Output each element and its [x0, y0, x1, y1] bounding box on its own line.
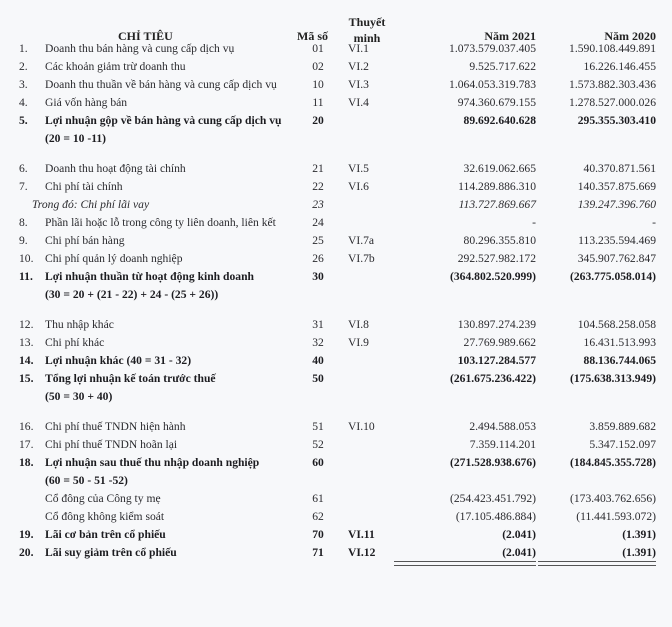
- row-number: 13.: [19, 336, 34, 349]
- row-value-2020: 104.568.258.058: [577, 318, 656, 331]
- row-value-2021: (2.041): [502, 546, 536, 559]
- row-value-2021: (254.423.451.792): [450, 492, 536, 505]
- table-row: [0, 454, 672, 471]
- row-number: 7.: [19, 180, 28, 193]
- row-text: Lợi nhuận thuần từ hoạt động kinh doanh: [45, 270, 254, 283]
- row-label: [19, 94, 127, 111]
- table-row: [0, 178, 672, 195]
- table-row-formula: [0, 130, 672, 147]
- table-row: [0, 526, 672, 543]
- row-label: [19, 250, 183, 267]
- row-label: [19, 334, 104, 351]
- row-code: 10: [312, 78, 324, 91]
- row-value-2021: 9.525.717.622: [469, 60, 536, 73]
- header-note-line1: Thuyết: [348, 15, 386, 29]
- row-code: 22: [312, 180, 324, 193]
- table-row: [0, 196, 672, 213]
- row-code: 62: [312, 510, 324, 523]
- row-label: [19, 454, 259, 471]
- row-code: 32: [312, 336, 324, 349]
- row-value-2020: 1.573.882.303.436: [569, 78, 656, 91]
- row-value-2020: 40.370.871.561: [583, 162, 656, 175]
- row-label: [19, 544, 177, 561]
- row-value-2020: 295.355.303.410: [577, 114, 656, 127]
- table-row: [0, 40, 672, 57]
- row-value-2020: 139.247.396.760: [577, 198, 656, 211]
- row-text: Chi phí thuế TNDN hoãn lại: [45, 438, 178, 451]
- row-value-2021: 1.064.053.319.783: [449, 78, 536, 91]
- row-code: 61: [312, 492, 324, 505]
- header-indicator: CHỈ TIÊU: [118, 29, 173, 43]
- row-note: VI.10: [348, 420, 375, 433]
- double-underline-2020: [538, 561, 656, 566]
- table-row: [0, 58, 672, 75]
- table-row-formula: [0, 388, 672, 405]
- row-label: [45, 490, 161, 507]
- row-text: Trong đó: Chi phí lãi vay: [32, 198, 150, 211]
- row-number: 19.: [19, 528, 34, 541]
- table-row: [0, 436, 672, 453]
- row-number: 10.: [19, 252, 34, 265]
- row-label: [19, 316, 114, 333]
- row-label: [19, 40, 234, 57]
- row-text: Doanh thu bán hàng và cung cấp dịch vụ: [45, 42, 235, 55]
- row-number: 5.: [19, 114, 28, 127]
- row-number: 6.: [19, 162, 28, 175]
- row-code: 01: [312, 42, 324, 55]
- row-value-2021: 27.769.989.662: [463, 336, 536, 349]
- row-code: 71: [312, 546, 324, 559]
- row-value-2020: 1.278.527.000.026: [569, 96, 656, 109]
- row-code: 51: [312, 420, 324, 433]
- row-label: [19, 76, 277, 93]
- table-row-formula: [0, 286, 672, 303]
- header-note-line2: minh: [353, 31, 381, 45]
- row-value-2020: 16.226.146.455: [583, 60, 656, 73]
- table-row: [0, 268, 672, 285]
- row-text: Lợi nhuận khác (40 = 31 - 32): [45, 354, 192, 367]
- header-year-2021: Năm 2021: [484, 29, 536, 43]
- row-label: [32, 196, 149, 213]
- header-year-2020: Năm 2020: [604, 29, 656, 43]
- row-label: [19, 112, 281, 129]
- table-row: [0, 544, 672, 561]
- row-label: [19, 214, 276, 231]
- table-row: [0, 76, 672, 93]
- row-value-2020: 16.431.513.993: [583, 336, 656, 349]
- row-value-2021: (271.528.938.676): [450, 456, 536, 469]
- row-code: 26: [312, 252, 324, 265]
- row-code: 52: [312, 438, 324, 451]
- row-value-2020: (173.403.762.656): [570, 492, 656, 505]
- double-underline-2021: [394, 561, 536, 566]
- row-formula: (30 = 20 + (21 - 22) + 24 - (25 + 26)): [45, 288, 219, 301]
- row-note: VI.2: [348, 60, 369, 73]
- row-value-2021: 974.360.679.155: [457, 96, 536, 109]
- row-value-2020: 3.859.889.682: [589, 420, 656, 433]
- row-value-2021: 89.692.640.628: [463, 114, 536, 127]
- row-code: 21: [312, 162, 324, 175]
- row-text: Chi phí tài chính: [45, 180, 123, 193]
- row-text: Chi phí quản lý doanh nghiệp: [45, 252, 183, 265]
- row-value-2021: 130.897.274.239: [457, 318, 536, 331]
- row-number: 12.: [19, 318, 34, 331]
- row-note: VI.12: [348, 546, 376, 559]
- row-label: [19, 526, 166, 543]
- row-value-2020: 140.357.875.669: [577, 180, 656, 193]
- row-value-2020: (263.775.058.014): [570, 270, 656, 283]
- row-text: Cổ đông không kiểm soát: [45, 510, 165, 523]
- row-value-2021: (364.802.520.999): [450, 270, 536, 283]
- row-code: 20: [312, 114, 324, 127]
- row-value-2020: 1.590.108.449.891: [569, 42, 656, 55]
- row-text: Doanh thu thuần về bán hàng và cung cấp dịch vụ: [45, 78, 277, 91]
- row-note: VI.11: [348, 528, 375, 541]
- row-value-2020: (1.391): [622, 528, 656, 541]
- row-code: 60: [312, 456, 324, 469]
- row-code: 25: [312, 234, 324, 247]
- row-label: [19, 436, 177, 453]
- row-value-2021: 103.127.284.577: [457, 354, 536, 367]
- row-value-2020: 345.907.762.847: [577, 252, 656, 265]
- table-row: [0, 418, 672, 435]
- row-code: 11: [312, 96, 324, 109]
- row-number: 11.: [19, 270, 33, 283]
- row-value-2021: 113.727.869.667: [458, 198, 536, 211]
- row-text: Tổng lợi nhuận kế toán trước thuế: [45, 372, 216, 385]
- table-row: [0, 250, 672, 267]
- row-number: 1.: [19, 42, 28, 55]
- row-value-2021: (2.041): [502, 528, 536, 541]
- row-code: 31: [312, 318, 324, 331]
- row-value-2021: (17.105.486.884): [455, 510, 536, 523]
- row-text: Phần lãi hoặc lỗ trong công ty liên doanh, liên kết: [45, 216, 276, 229]
- table-row: [0, 232, 672, 249]
- row-note: VI.3: [348, 78, 369, 91]
- table-row: [0, 214, 672, 231]
- row-value-2020: -: [652, 216, 656, 229]
- row-value-2020: 113.235.594.469: [578, 234, 656, 247]
- row-formula: (60 = 50 - 51 -52): [45, 474, 128, 487]
- row-note: VI.5: [348, 162, 369, 175]
- row-value-2021: 7.359.114.201: [469, 438, 536, 451]
- row-formula: (20 = 10 -11): [45, 132, 107, 145]
- row-number: 20.: [19, 546, 34, 559]
- row-text: Chi phí bán hàng: [45, 234, 125, 247]
- row-label: [19, 268, 254, 285]
- row-value-2020: (1.391): [622, 546, 656, 559]
- row-number: 17.: [19, 438, 34, 451]
- row-note: VI.7a: [348, 234, 375, 247]
- row-label: [19, 418, 186, 435]
- row-text: Thu nhập khác: [45, 318, 114, 331]
- row-value-2020: (184.845.355.728): [570, 456, 656, 469]
- row-label: [19, 58, 186, 75]
- row-note: VI.1: [348, 42, 369, 55]
- table-row: [0, 508, 672, 525]
- row-value-2021: 1.073.579.037.405: [449, 42, 536, 55]
- row-text: Chi phí thuế TNDN hiện hành: [45, 420, 186, 433]
- row-code: 50: [312, 372, 324, 385]
- table-row: [0, 334, 672, 351]
- row-code: 40: [312, 354, 324, 367]
- table-row: [0, 160, 672, 177]
- row-text: Giá vốn hàng bán: [45, 96, 128, 109]
- table-row: [0, 112, 672, 129]
- row-code: 30: [312, 270, 324, 283]
- row-value-2021: (261.675.236.422): [450, 372, 536, 385]
- table-row: [0, 490, 672, 507]
- row-value-2021: 80.296.355.810: [463, 234, 536, 247]
- row-code: 70: [312, 528, 324, 541]
- row-note: VI.6: [348, 180, 369, 193]
- row-value-2021: 32.619.062.665: [463, 162, 536, 175]
- row-number: 18.: [19, 456, 34, 469]
- row-note: VI.8: [348, 318, 369, 331]
- row-note: VI.4: [348, 96, 369, 109]
- row-value-2021: 114.289.886.310: [458, 180, 536, 193]
- row-label: [19, 232, 125, 249]
- row-note: VI.7b: [348, 252, 375, 265]
- row-value-2020: 5.347.152.097: [589, 438, 656, 451]
- row-text: Lãi suy giảm trên cổ phiếu: [45, 546, 177, 559]
- row-label: [45, 508, 164, 525]
- table-row: [0, 352, 672, 369]
- row-formula: (50 = 30 + 40): [45, 390, 113, 403]
- row-code: 02: [312, 60, 324, 73]
- row-number: 14.: [19, 354, 34, 367]
- table-row: [0, 94, 672, 111]
- row-value-2021: 2.494.588.053: [469, 420, 536, 433]
- row-code: 23: [312, 198, 324, 211]
- row-label: [19, 370, 216, 387]
- row-number: 2.: [19, 60, 28, 73]
- row-number: 9.: [19, 234, 28, 247]
- row-code: 24: [312, 216, 324, 229]
- row-text: Các khoản giảm trừ doanh thu: [45, 60, 186, 73]
- row-number: 4.: [19, 96, 28, 109]
- header-code: Mã số: [297, 29, 328, 43]
- table-row-formula: [0, 472, 672, 489]
- row-number: 8.: [19, 216, 28, 229]
- row-value-2021: 292.527.982.172: [457, 252, 536, 265]
- table-row: [0, 316, 672, 333]
- row-label: [19, 178, 123, 195]
- row-text: Lợi nhuận gộp về bán hàng và cung cấp dịch vụ: [45, 114, 282, 127]
- row-note: VI.9: [348, 336, 369, 349]
- row-value-2021: -: [532, 216, 536, 229]
- row-value-2020: 88.136.744.065: [583, 354, 656, 367]
- row-number: 15.: [19, 372, 34, 385]
- row-text: Chi phí khác: [45, 336, 105, 349]
- table-row: [0, 370, 672, 387]
- row-value-2020: (11.441.593.072): [576, 510, 656, 523]
- row-text: Cổ đông của Công ty mẹ: [45, 492, 161, 505]
- row-text: Lợi nhuận sau thuế thu nhập doanh nghiệp: [45, 456, 260, 469]
- row-number: 3.: [19, 78, 28, 91]
- row-text: Doanh thu hoạt động tài chính: [45, 162, 186, 175]
- row-label: [19, 352, 191, 369]
- row-value-2020: (175.638.313.949): [570, 372, 656, 385]
- row-number: 16.: [19, 420, 34, 433]
- row-label: [19, 160, 186, 177]
- row-text: Lãi cơ bản trên cổ phiếu: [45, 528, 166, 541]
